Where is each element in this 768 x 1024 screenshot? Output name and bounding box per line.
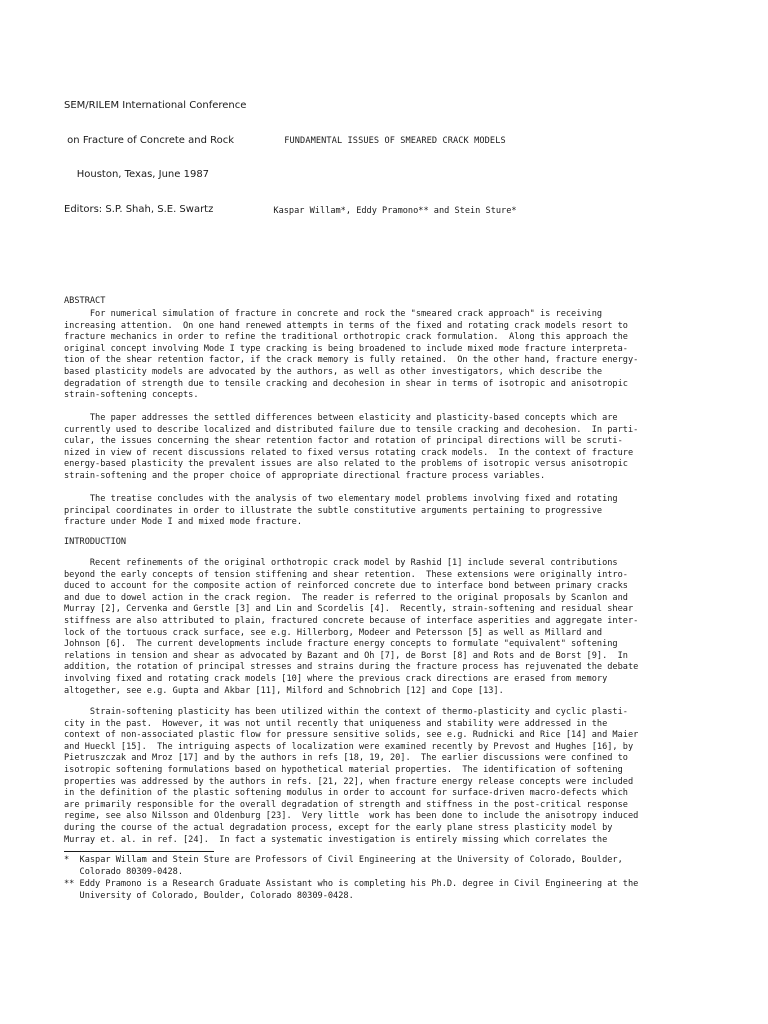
text-line: The treatise concludes with the analysis of two elementary model problems involving fixed and rotating — [64, 494, 618, 504]
text-line: principal coordinates in order to illustrate the subtle constitutive arguments pertaining to progressive — [64, 505, 603, 516]
abstract-heading: ABSTRACT — [64, 296, 106, 306]
text-line: fracture under Mode I and mixed mode fracture. — [64, 517, 302, 528]
introduction-paragraph — [64, 707, 714, 846]
text-line: are primarily responsible for the overall degradation of strength and stiffness in the post-critical response — [64, 799, 628, 810]
abstract-paragraph — [64, 413, 714, 483]
text-line: city in the past. However, it was not until recently that uniqueness and stability were addressed in the — [64, 718, 608, 729]
paper-authors: Kaspar Willam*, Eddy Pramono** and Stein Sture* — [273, 206, 517, 216]
text-line: Recent refinements of the original orthotropic crack model by Rashid [1] include several contributions — [64, 558, 618, 568]
text-line: For numerical simulation of fracture in concrete and rock the "smeared crack approach" is receiving — [64, 309, 603, 319]
text-line: * Kaspar Willam and Stein Sture are Professors of Civil Engineering at the University of Colorado, Boulder, — [64, 855, 623, 865]
text-line: degradation of strength due to tensile cracking and decohesion in shear in terms of isotropic and anisotropic — [64, 378, 628, 389]
conference-line: on Fracture of Concrete and Rock — [64, 134, 235, 146]
text-line: in the definition of the plastic softening modulus in order to account for surface-driven macro-defects which — [64, 788, 628, 799]
text-line: Johnson [6]. The current developments include fracture energy concepts to formulate "equivalent" softening — [64, 639, 618, 650]
text-line: isotropic softening formulations based on hypothetical material properties. The identification of softening — [64, 764, 623, 775]
text-line: and Hueckl [15]. The intriguing aspects of localization were examined recently by Prevost and Hughes [16], by — [64, 741, 634, 752]
text-line: duced to account for the composite action of reinforced concrete due to interface bond between primary cracks — [64, 581, 628, 592]
text-line: The paper addresses the settled differences between elasticity and plasticity-based concepts which are — [64, 413, 618, 423]
text-line: original concept involving Mode I type cracking is being broadened to include mixed mode fracture interpreta- — [64, 343, 628, 354]
conference-line: Houston, Texas, June 1987 — [64, 169, 210, 180]
text-line: based plasticity models are advocated by the authors, as well as other investigators, which describe the — [64, 366, 603, 377]
text-line: Pietruszczak and Mroz [17] and by the authors in refs [18, 19, 20]. The earlier discussions were confined to — [64, 753, 628, 764]
footnote — [64, 855, 724, 878]
text-line: cular, the issues concerning the shear retention factor and rotation of principal directions will be scruti- — [64, 436, 623, 447]
text-line: lock of the tortuous crack surface, see e.g. Hillerborg, Modeer and Petersson [5] as well as Millard and — [64, 627, 603, 638]
footnote — [64, 879, 724, 902]
text-line: relations in tension and shear as advocated by Bazant and Oh [7], de Borst [8] and Rots and de Borst [9]. In — [64, 650, 628, 661]
abstract-paragraph — [64, 494, 714, 529]
text-line: strain-softening and the proper choice of appropriate directional fracture process variables. — [64, 470, 546, 481]
text-line: ** Eddy Pramono is a Research Graduate Assistant who is completing his Ph.D. degree in Civil Engineering at the — [64, 879, 639, 889]
conference-line: SEM/RILEM International Conference — [64, 100, 247, 111]
text-line: addition, the rotation of principal stresses and strains during the fracture process has rejuvenated the debate — [64, 662, 639, 673]
text-line: involving fixed and rotating crack models [10] where the previous crack directions are erased from memory — [64, 673, 608, 684]
text-line: Murray [2], Cervenka and Gerstle [3] and Lin and Scordelis [4]. Recently, strain-softening and residual shear — [64, 604, 634, 615]
footnote-divider — [64, 851, 214, 852]
text-line: regime, see also Nilsson and Oldenburg [23]. Very little work has been done to include the anisotropy induced — [64, 811, 639, 822]
text-line: nized in view of recent discussions related to fixed versus rotating crack models. In the context of fracture — [64, 447, 634, 458]
abstract-paragraph — [64, 309, 714, 402]
text-line: Colorado 80309-0428. — [64, 866, 183, 877]
introduction-heading: INTRODUCTION — [64, 537, 127, 547]
text-line: University of Colorado, Boulder, Colorado 80309-0428. — [64, 890, 354, 901]
text-line: strain-softening concepts. — [64, 390, 199, 401]
conference-line: Editors: S.P. Shah, S.E. Swartz — [64, 203, 214, 215]
text-line: increasing attention. On one hand renewed attempts in terms of the fixed and rotating crack models resort to — [64, 320, 628, 331]
text-line: context of non-associated plastic flow for pressure sensitive solids, see e.g. Rudnicki and Rice [14] and Maier — [64, 730, 639, 741]
text-line: Strain-softening plasticity has been utilized within the context of thermo-plasticity and cyclic plasti- — [64, 707, 628, 717]
text-line: beyond the early concepts of tension stiffening and shear retention. These extensions were originally intro- — [64, 569, 628, 580]
text-line: stiffness are also attributed to plain, fractured concrete because of interface asperities and aggregate inter- — [64, 615, 639, 626]
text-line: energy-based plasticity the prevalent issues are also related to the problems of isotropic versus anisotropic — [64, 459, 628, 470]
text-line: properties was addressed by the authors in refs. [21, 22], when fracture energy release concepts were included — [64, 776, 634, 787]
paper-title: FUNDAMENTAL ISSUES OF SMEARED CRACK MODELS — [284, 136, 506, 146]
text-line: during the course of the actual degradation process, except for the early plane stress plasticity model by — [64, 822, 613, 833]
text-line: and due to dowel action in the crack region. The reader is referred to the original proposals by Scanlon and — [64, 592, 628, 603]
text-line: fracture mechanics in order to refine the traditional orthotropic crack formulation. Along this approach the — [64, 332, 628, 343]
text-line: currently used to describe localized and distributed failure due to tensile cracking and decohesion. In parti- — [64, 424, 639, 435]
text-line: Murray et. al. in ref. [24]. In fact a systematic investigation is entirely missing which correlates the — [64, 834, 608, 845]
text-line: tion of the shear retention factor, if the crack memory is fully retained. On the other hand, fracture energy- — [64, 355, 639, 366]
introduction-paragraph — [64, 558, 714, 697]
text-line: altogether, see e.g. Gupta and Akbar [11], Milford and Schnobrich [12] and Cope [13]. — [64, 685, 504, 696]
